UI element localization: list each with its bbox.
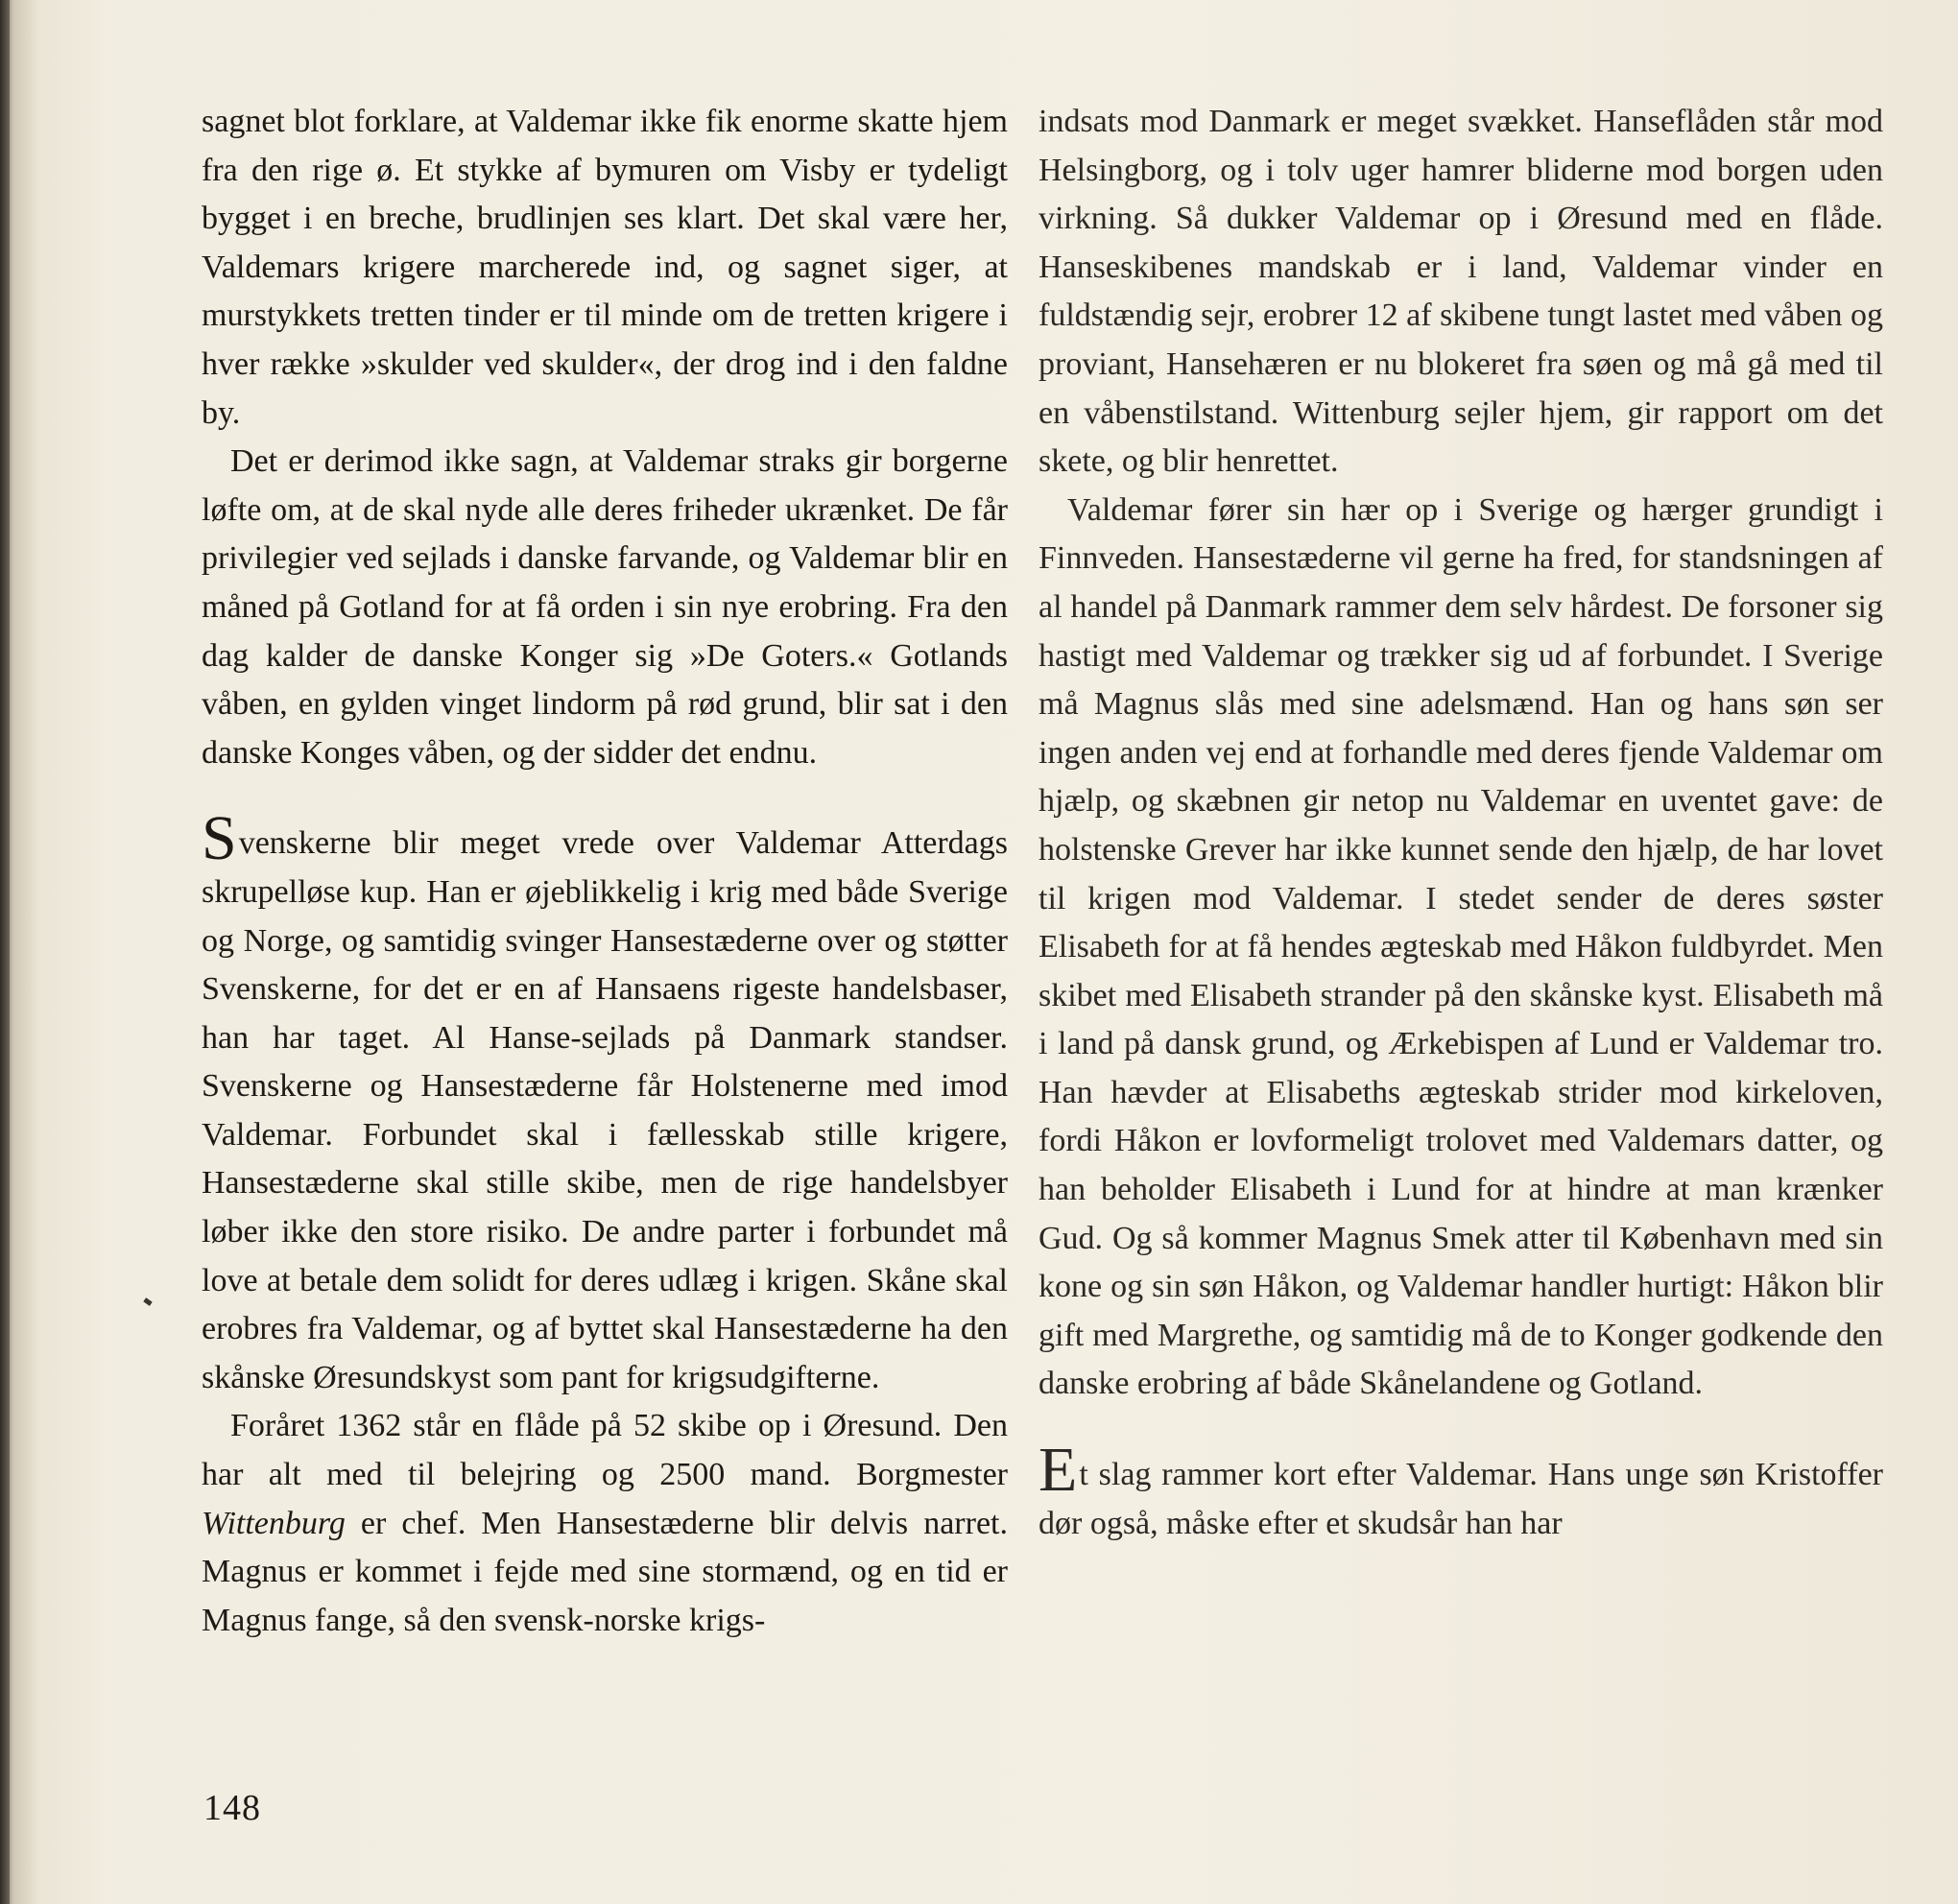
drop-cap-initial: E <box>1039 1435 1078 1506</box>
paragraph: Det er derimod ikke sagn, at Valdemar straks gir borgerne løfte om, at de skal nyde alle deres friheder ukrænket. De får privilegier ved sejlads i danske farvande, og Valdemar blir en måned på Gotland for at få orden i sin nye erobring. Fra den dag kalder de danske Konger sig »De Goters.« Gotlands våben, en gylden vinget lindorm på rød grund, blir sat i den danske Konges våben, og der sidder det endnu. <box>202 443 1008 771</box>
section-paragraph <box>202 803 1008 1402</box>
section-paragraph <box>1039 1435 1883 1548</box>
drop-cap-initial: S <box>202 803 237 874</box>
left-text-column <box>202 98 1008 1645</box>
page-number: 148 <box>203 1788 261 1828</box>
paragraph: Valdemar fører sin hær op i Sverige og hærger grundigt i Finnveden. Hansestæderne vil gerne ha fred, for standsningen af al handel på Danmark rammer dem selv hårdest. De forsoner sig hastigt med Valdemar og trækker sig ud af forbundet. I Sverige må Magnus slås med sine adelsmænd. Han og hans søn ser ingen anden vej end at forhandle med deres fjende Valdemar om hjælp, og skæbnen gir netop nu Valdemar en uventet gave: de holstenske Grever har ikke kunnet sende den hjælp, de har lovet til krigen mod Valdemar. I stedet sender de deres søster Elisabeth for at få hendes ægteskab med Håkon fuldbyrdet. Men skibet med Elisabeth strander på den skånske kyst. Elisabeth må i land på dansk grund, og Ærkebispen af Lund er Valdemar tro. Han hævder at Elisabeths ægteskab strider mod kirkeloven, fordi Håkon er lovformeligt trolovet med Valdemars datter, og han beholder Elisabeth i Lund for at hindre at man krænker Gud. Og så kommer Magnus Smek atter til København med sin kone og sin søn Håkon, og Valdemar handler hurtigt: Håkon blir gift med Margrethe, og samtidig må de to Konger godkende den danske erobring af både Skånelandene og Gotland. <box>1039 491 1883 1402</box>
paragraph-text: t slag rammer kort efter Valdemar. Hans unge søn Kristoffer dør også, måske efter et skudsår han har <box>1039 1457 1883 1541</box>
right-text-column <box>1039 98 1883 1548</box>
paragraph <box>202 1402 1008 1645</box>
paragraph: indsats mod Danmark er meget svækket. Hanseflåden står mod Helsingborg, og i tolv uger hamrer bliderne mod borgen uden virkning. Så dukker Valdemar op i Øresund med en flåde. Hanseskibenes mandskab er i land, Valdemar vinder en fuldstændig sejr, erobrer 12 af skibene tungt lastet med våben og proviant, Hansehæren er nu blokeret fra søen og må gå med til en våbenstilstand. Wittenburg sejler hjem, gir rapport om det skete, og blir henrettet. <box>1039 104 1883 480</box>
paragraph-text: venskerne blir meget vrede over Valdemar Atterdags skrupelløse kup. Han er øjeblikkelig i krig med både Sverige og Norge, og samtidig svinger Hansestæderne over og støtter Svenskerne, for det er en af Hansaens rigeste handelsbaser, han har taget. Al Hanse-sejlads på Danmark standser. Svenskerne og Hansestæderne får Holstenerne med imod Valdemar. Forbundet skal i fællesskab stille krigere, Hansestæderne skal stille skibe, men de rige handelsbyer løber ikke den store risiko. De andre parter i forbundet må love at betale dem solidt for deres udlæg i krigen. Skåne skal erobres fra Valdemar, og af byttet skal Hansestæderne ha den skånske Øresundskyst som pant for krigsudgifterne. <box>202 825 1008 1395</box>
paragraph-text: er chef. Men Hansestæderne blir delvis narret. Magnus er kommet i fejde med sine stormænd, og en tid er Magnus fange, så den svensk-norske krigs- <box>202 1505 1008 1638</box>
book-spine-shadow <box>0 0 10 1904</box>
ink-speck <box>143 1297 152 1306</box>
paragraph: sagnet blot forklare, at Valdemar ikke fik enorme skatte hjem fra den rige ø. Et stykke af bymuren om Visby er tydeligt bygget i en breche, brudlinjen ses klart. Det skal være her, Valdemars krigere marcherede ind, og sagnet siger, at murstykkets tretten tinder er til minde om de tretten krigere i hver række »skulder ved skulder«, der drog ind i den faldne by. <box>202 104 1008 431</box>
italic-name: Wittenburg <box>202 1505 346 1541</box>
paragraph-text: Foråret 1362 står en flåde på 52 skibe op i Øresund. Den har alt med til belejring og 2500 mand. Borgmester <box>202 1408 1008 1493</box>
